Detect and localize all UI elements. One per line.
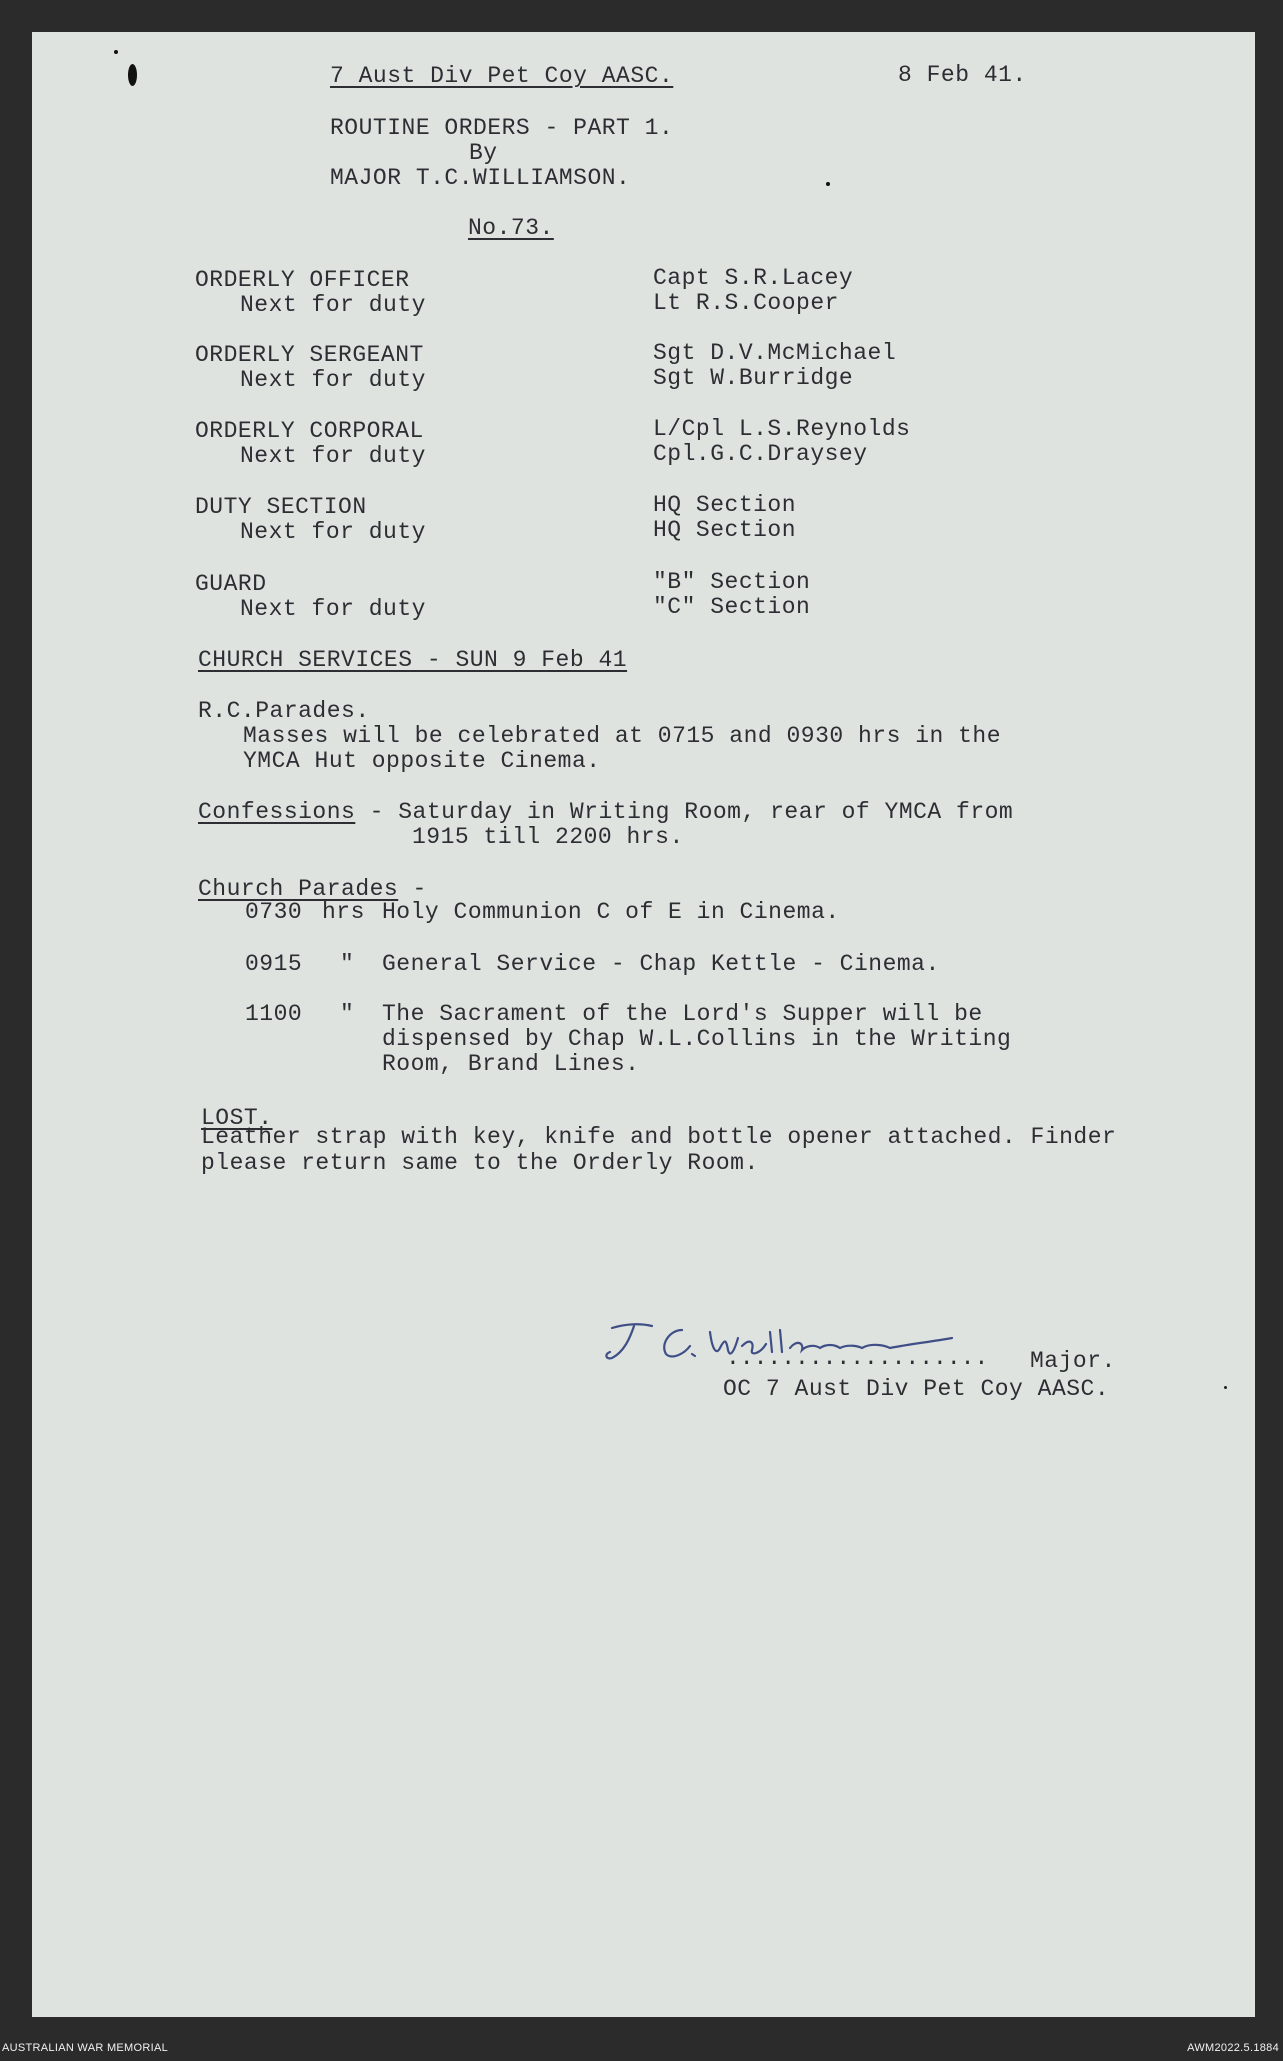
ink-speck	[826, 182, 830, 186]
order-date: 8 Feb 41.	[898, 62, 1027, 88]
order-by: By	[469, 140, 498, 166]
service-text: dispensed by Chap W.L.Collins in the Writing	[382, 1026, 1012, 1052]
rc-parades-text: YMCA Hut opposite Cinema.	[243, 748, 601, 774]
duty-next: Next for duty	[240, 519, 426, 545]
duty-assigned: "B" Section	[653, 569, 811, 595]
duty-assigned: L/Cpl L.S.Reynolds	[653, 416, 911, 442]
service-text: Holy Communion C of E in Cinema.	[382, 899, 840, 925]
duty-next-assigned: Sgt W.Burridge	[653, 365, 854, 391]
service-time: 1100	[245, 1001, 303, 1027]
service-ditto: "	[340, 951, 355, 977]
duty-assigned: Capt S.R.Lacey	[653, 265, 854, 291]
lost-text: Leather strap with key, knife and bottle opener attached. Finder	[201, 1124, 1117, 1150]
signature-dots: ...................	[726, 1345, 989, 1371]
service-ditto: hrs	[322, 899, 365, 925]
service-time: 0915	[245, 951, 303, 977]
confessions-text: - Saturday in Writing Room, rear of YMCA from	[355, 799, 1014, 825]
duty-role: ORDERLY OFFICER	[195, 267, 410, 293]
order-title: ROUTINE ORDERS - PART 1.	[330, 115, 674, 141]
lost-heading: LOST.	[201, 1105, 273, 1131]
rc-parades-heading: R.C.Parades.	[198, 698, 370, 724]
service-text: Room, Brand Lines.	[382, 1051, 640, 1077]
confessions-text: 1915 till 2200 hrs.	[412, 824, 684, 850]
duty-next-assigned: Lt R.S.Cooper	[653, 290, 839, 316]
ink-speck	[114, 50, 118, 54]
duty-next: Next for duty	[240, 443, 426, 469]
church-services-heading: CHURCH SERVICES - SUN 9 Feb 41	[198, 647, 628, 673]
footer-left: AUSTRALIAN WAR MEMORIAL	[2, 2042, 169, 2054]
duty-next-assigned: "C" Section	[653, 594, 811, 620]
duty-role: GUARD	[195, 571, 267, 597]
church-parades-dash: -	[398, 876, 427, 902]
duty-role: ORDERLY CORPORAL	[195, 418, 424, 444]
service-text: General Service - Chap Kettle - Cinema.	[382, 951, 940, 977]
order-number: No.73.	[468, 215, 554, 241]
order-author: MAJOR T.C.WILLIAMSON.	[330, 165, 631, 191]
duty-role: DUTY SECTION	[195, 494, 367, 520]
unit-heading: 7 Aust Div Pet Coy AASC.	[330, 63, 674, 89]
service-text: The Sacrament of the Lord's Supper will be	[382, 1001, 983, 1027]
lost-text: please return same to the Orderly Room.	[201, 1150, 759, 1176]
confessions-line	[198, 799, 1013, 825]
ink-speck	[1224, 1386, 1227, 1389]
duty-next: Next for duty	[240, 367, 426, 393]
duty-next-assigned: HQ Section	[653, 517, 797, 543]
service-ditto: "	[340, 1001, 355, 1027]
punch-mark	[128, 64, 137, 86]
duty-next: Next for duty	[240, 292, 426, 318]
duty-role: ORDERLY SERGEANT	[195, 342, 424, 368]
confessions-label: Confessions	[198, 799, 356, 825]
church-parades-label: Church Parades	[198, 876, 399, 902]
signature-title: OC 7 Aust Div Pet Coy AASC.	[723, 1376, 1110, 1402]
duty-next-assigned: Cpl.G.C.Draysey	[653, 441, 868, 467]
duty-assigned: Sgt D.V.McMichael	[653, 340, 897, 366]
signature-rank: Major.	[1030, 1348, 1116, 1374]
rc-parades-text: Masses will be celebrated at 0715 and 0930 hrs in the	[243, 723, 1002, 749]
service-time: 0730	[245, 899, 303, 925]
footer-right: AWM2022.5.1884	[1187, 2042, 1279, 2054]
duty-assigned: HQ Section	[653, 492, 797, 518]
duty-next: Next for duty	[240, 596, 426, 622]
